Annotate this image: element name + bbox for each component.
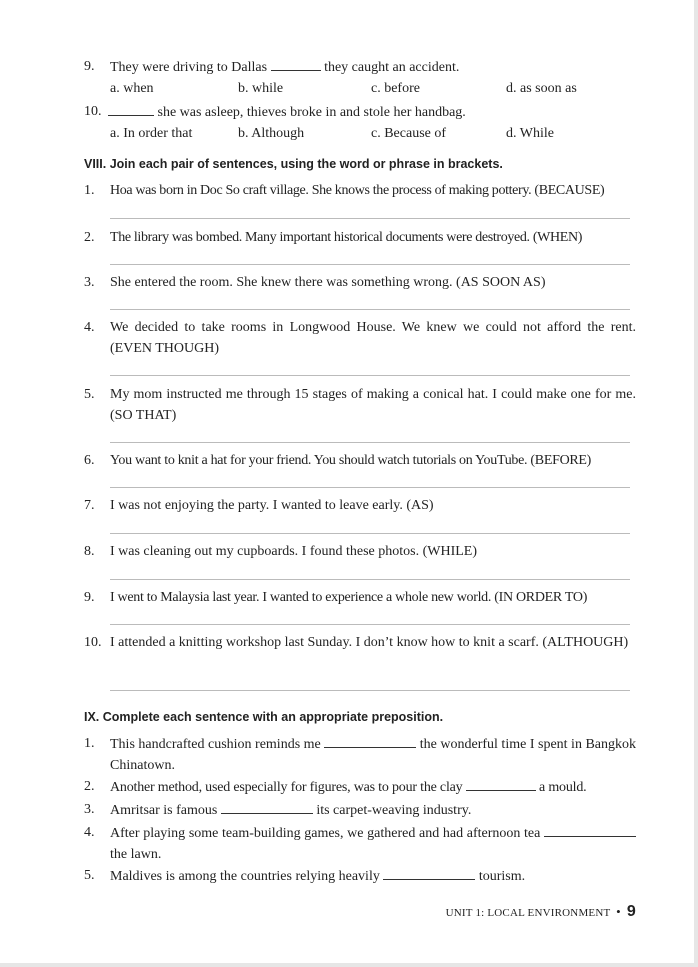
join-item (84, 272, 636, 293)
option-c[interactable]: c. Because of (371, 126, 447, 141)
item-number: 3. (84, 275, 95, 290)
item-text-before: After playing some team-building games, we gathered and had afternoon tea (110, 826, 544, 841)
answer-blank[interactable] (324, 733, 416, 748)
item-text-after: tourism. (475, 869, 526, 884)
item-text (110, 865, 636, 887)
answer-blank[interactable] (383, 865, 475, 880)
item-text: She entered the room. She knew there was something wrong. (AS SOON AS) (110, 275, 546, 290)
item-text-before: Amritsar is famous (110, 803, 221, 818)
item-number: 5. (84, 387, 95, 402)
join-item (84, 632, 636, 653)
item-text-before: Another method, used especially for figures, was to pour the clay (110, 780, 466, 795)
item-text (110, 776, 636, 798)
item-number: 9. (84, 590, 95, 605)
page-number: 9 (626, 903, 636, 920)
item-text-before: Maldives is among the countries relying heavily (110, 869, 384, 884)
join-item (84, 384, 636, 426)
join-item (84, 227, 636, 248)
item-number: 1. (84, 183, 95, 198)
answer-line[interactable] (110, 442, 630, 443)
answer-blank[interactable] (271, 56, 321, 71)
join-item (84, 495, 636, 516)
answer-line[interactable] (110, 690, 630, 691)
section-heading: IX. Complete each sentence with an appropriate preposition. (84, 710, 444, 724)
item-number: 4. (84, 825, 95, 840)
answer-line[interactable] (110, 624, 630, 625)
question-text: They were driving to Dallas (110, 60, 271, 75)
page-footer (446, 903, 636, 921)
option-b[interactable]: b. Although (238, 126, 305, 141)
section-heading: VIII. Join each pair of sentences, using the word or phrase in brackets. (84, 157, 503, 171)
answer-line[interactable] (110, 533, 630, 534)
item-text: Hoa was born in Doc So craft village. She knows the process of making pottery. (BECAUSE) (110, 183, 605, 198)
item-text-after: the wonderful time I spent in Bangkok Chinatown. (110, 737, 636, 773)
answer-blank[interactable] (544, 822, 636, 837)
option-d[interactable]: d. as soon as (506, 81, 577, 96)
item-text: The library was bombed. Many important historical documents were destroyed. (WHEN) (110, 230, 583, 245)
item-text: I went to Malaysia last year. I wanted to experience a whole new world. (IN ORDER TO) (110, 590, 588, 605)
item-text: You want to knit a hat for your friend. You should watch tutorials on YouTube. (BEFORE) (110, 453, 592, 468)
page-edge (694, 0, 698, 967)
item-text: We decided to take rooms in Longwood House. We knew we could not afford the rent. (EVEN THOUGH) (110, 320, 636, 356)
option-d[interactable]: d. While (506, 126, 554, 141)
answer-line[interactable] (110, 375, 630, 376)
fill-item (84, 733, 636, 776)
join-item (84, 587, 636, 608)
answer-blank[interactable] (108, 101, 154, 116)
join-item (84, 317, 636, 359)
item-number: 5. (84, 868, 95, 883)
item-text: My mom instructed me through 15 stages of making a conical hat. I could make one for me. (SO THAT) (110, 387, 636, 423)
item-number: 2. (84, 230, 95, 245)
item-number: 2. (84, 779, 95, 794)
fill-item (84, 799, 636, 821)
answer-line[interactable] (110, 218, 630, 219)
item-text (110, 733, 636, 776)
answer-line[interactable] (110, 579, 630, 580)
join-item (84, 450, 636, 471)
item-number: 4. (84, 320, 95, 335)
item-text-after: the lawn. (110, 847, 162, 862)
question-number: 10. (84, 104, 102, 119)
option-a[interactable]: a. In order that (110, 126, 193, 141)
answer-blank[interactable] (466, 776, 536, 791)
question-text: she was asleep, thieves broke in and stole her handbag. (154, 105, 466, 120)
item-text-before: This handcrafted cushion reminds me (110, 737, 325, 752)
item-number: 3. (84, 802, 95, 817)
page-edge (0, 963, 698, 967)
mc-question (84, 101, 636, 123)
option-b[interactable]: b. while (238, 81, 284, 96)
answer-blank[interactable] (221, 799, 313, 814)
item-number: 10. (84, 635, 102, 650)
option-a[interactable]: a. when (110, 81, 154, 96)
item-number: 1. (84, 736, 95, 751)
question-text: they caught an accident. (320, 60, 460, 75)
answer-line[interactable] (110, 264, 630, 265)
item-number: 6. (84, 453, 95, 468)
answer-line[interactable] (110, 309, 630, 310)
mc-question (84, 56, 636, 78)
unit-label: UNIT 1: LOCAL ENVIRONMENT (445, 907, 611, 919)
fill-item (84, 776, 636, 798)
join-item (84, 541, 636, 562)
bullet-icon: • (616, 904, 621, 919)
item-number: 7. (84, 498, 95, 513)
item-number: 8. (84, 544, 95, 559)
item-text-after: its carpet-weaving industry. (312, 803, 472, 818)
fill-item (84, 865, 636, 887)
item-text (110, 799, 636, 821)
item-text: I was cleaning out my cupboards. I found these photos. (WHILE) (110, 544, 478, 559)
item-text (110, 822, 636, 865)
item-text: I attended a knitting workshop last Sunday. I don’t know how to knit a scarf. (ALTHOUGH) (110, 635, 629, 650)
join-item (84, 180, 636, 201)
answer-line[interactable] (110, 487, 630, 488)
item-text: I was not enjoying the party. I wanted to leave early. (AS) (110, 498, 434, 513)
option-c[interactable]: c. before (371, 81, 420, 96)
item-text-after: a mould. (535, 780, 587, 795)
fill-item (84, 822, 636, 865)
question-number: 9. (84, 59, 95, 74)
